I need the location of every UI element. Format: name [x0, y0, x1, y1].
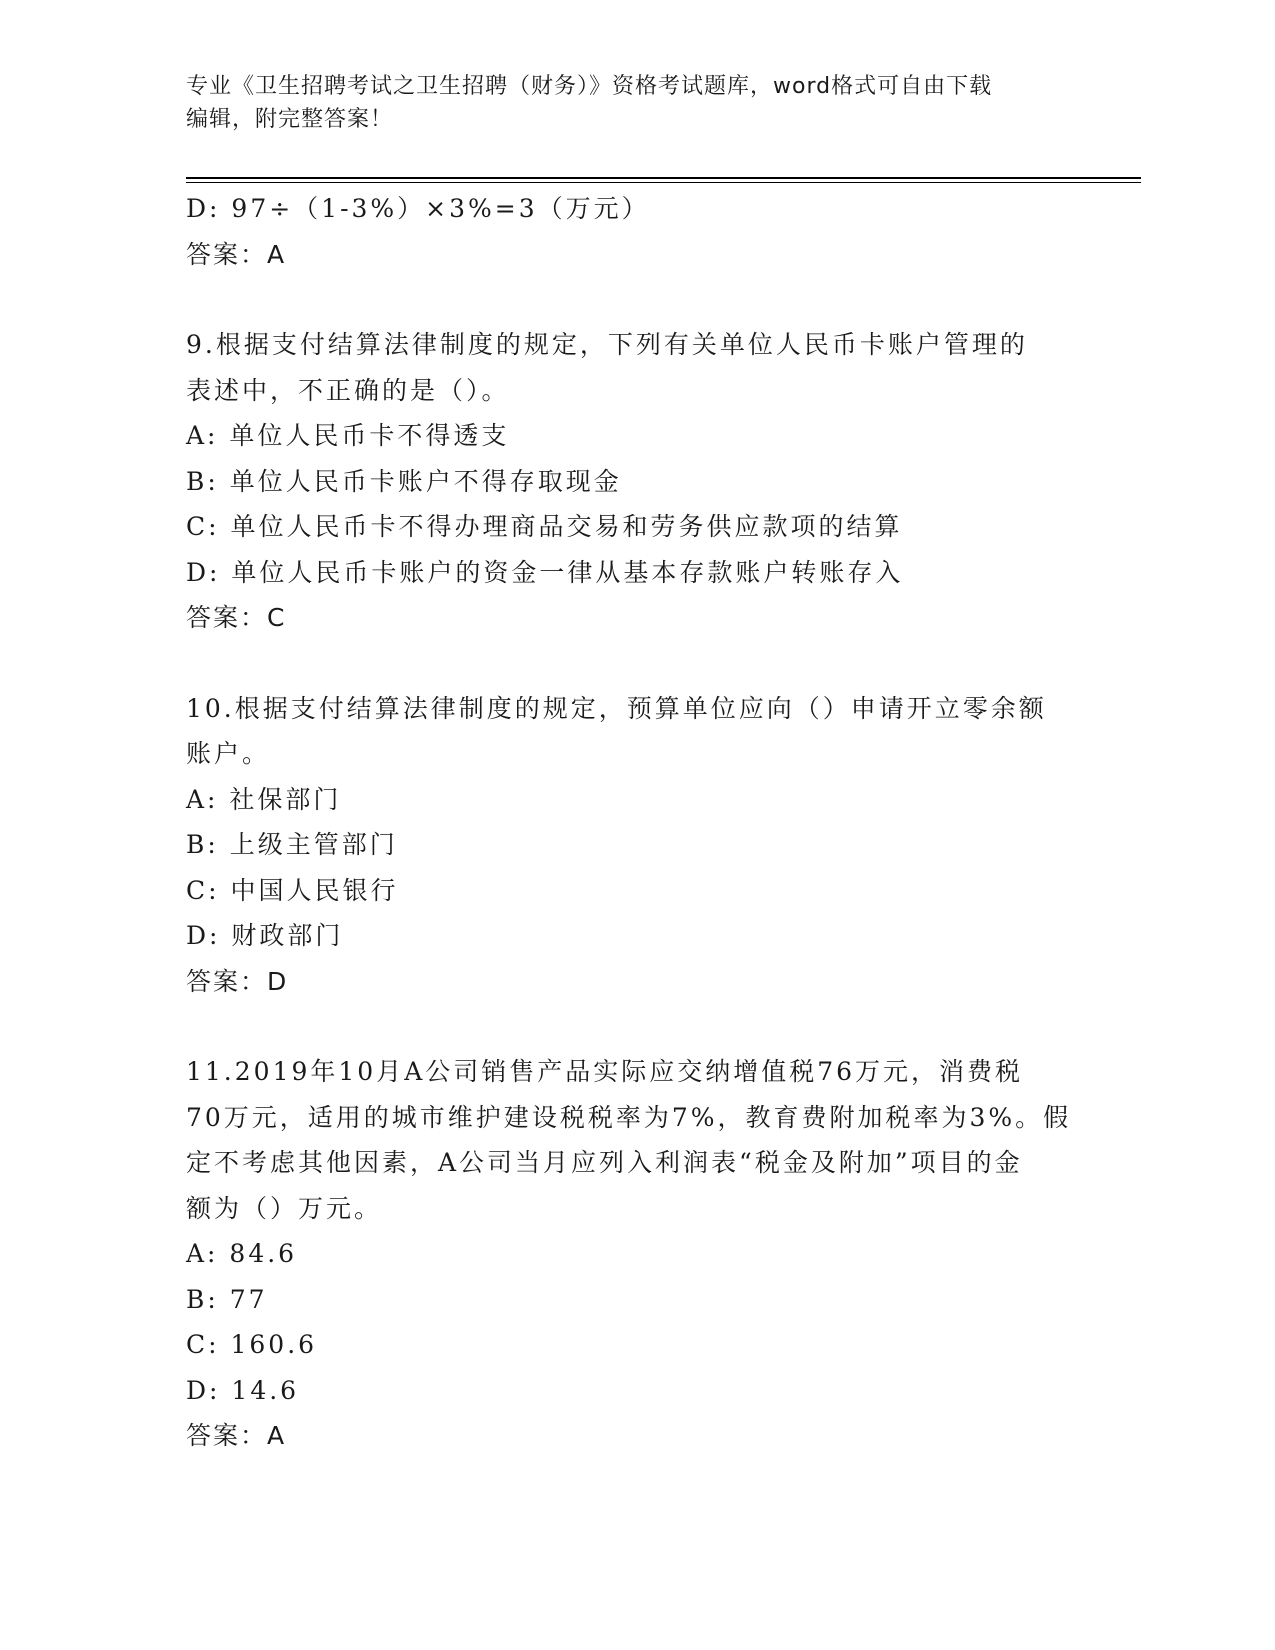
document-body [186, 186, 1086, 1459]
question-11 [186, 1049, 1086, 1459]
spacer [186, 277, 1086, 322]
question-stem-line: 定不考虑其他因素，A公司当月应列入利润表“税金及附加”项目的金 [186, 1148, 1023, 1177]
spacer [186, 641, 1086, 686]
previous-question-tail [186, 186, 1086, 277]
option-c: C: 单位人民币卡不得办理商品交易和劳务供应款项的结算 [186, 512, 903, 541]
header-divider-thin [186, 182, 1141, 183]
option-a: A: 84.6 [186, 1239, 298, 1268]
option-a: A: 社保部门 [186, 784, 342, 814]
header-line-2: 编辑，附完整答案！ [186, 107, 394, 132]
question-stem-line: 额为（）万元。 [186, 1193, 383, 1223]
answer: 答案：A [186, 239, 287, 269]
header-line-1: 专业《卫生招聘考试之卫生招聘（财务）》资格考试题库，word格式可自由下载 [186, 74, 993, 99]
option-b: B: 上级主管部门 [186, 830, 398, 859]
answer: 答案：D [186, 966, 289, 996]
question-9 [186, 322, 1086, 641]
header-divider-thick [186, 177, 1141, 179]
question-stem-line: 表述中，不正确的是（）。 [186, 375, 510, 405]
answer: 答案：C [186, 603, 287, 632]
option-d: D: 14.6 [186, 1375, 300, 1405]
option-d: D: 财政部门 [186, 921, 344, 950]
option-c: C: 160.6 [186, 1330, 318, 1359]
document-header [186, 70, 1086, 136]
question-stem-line: 10.根据支付结算法律制度的规定，预算单位应向（）申请开立零余额 [186, 693, 1047, 723]
option-d: D: 单位人民币卡账户的资金一律从基本存款账户转账存入 [186, 557, 904, 587]
option-d: D: 97÷（1-3%）×3%=3（万元） [186, 194, 650, 223]
option-b: B: 单位人民币卡账户不得存取现金 [186, 466, 622, 496]
question-stem-line: 11.2019年10月A公司销售产品实际应交纳增值税76万元，消费税 [186, 1057, 1024, 1086]
option-c: C: 中国人民银行 [186, 875, 399, 905]
question-stem-line: 70万元，适用的城市维护建设税税率为7%，教育费附加税率为3%。假 [186, 1102, 1072, 1132]
answer: 答案：A [186, 1421, 287, 1450]
spacer [186, 1004, 1086, 1049]
question-stem-line: 9.根据支付结算法律制度的规定，下列有关单位人民币卡账户管理的 [186, 330, 1028, 359]
option-b: B: 77 [186, 1284, 268, 1314]
question-stem-line: 账户。 [186, 739, 271, 768]
option-a: A: 单位人民币卡不得透支 [186, 421, 510, 450]
question-10 [186, 686, 1086, 1005]
